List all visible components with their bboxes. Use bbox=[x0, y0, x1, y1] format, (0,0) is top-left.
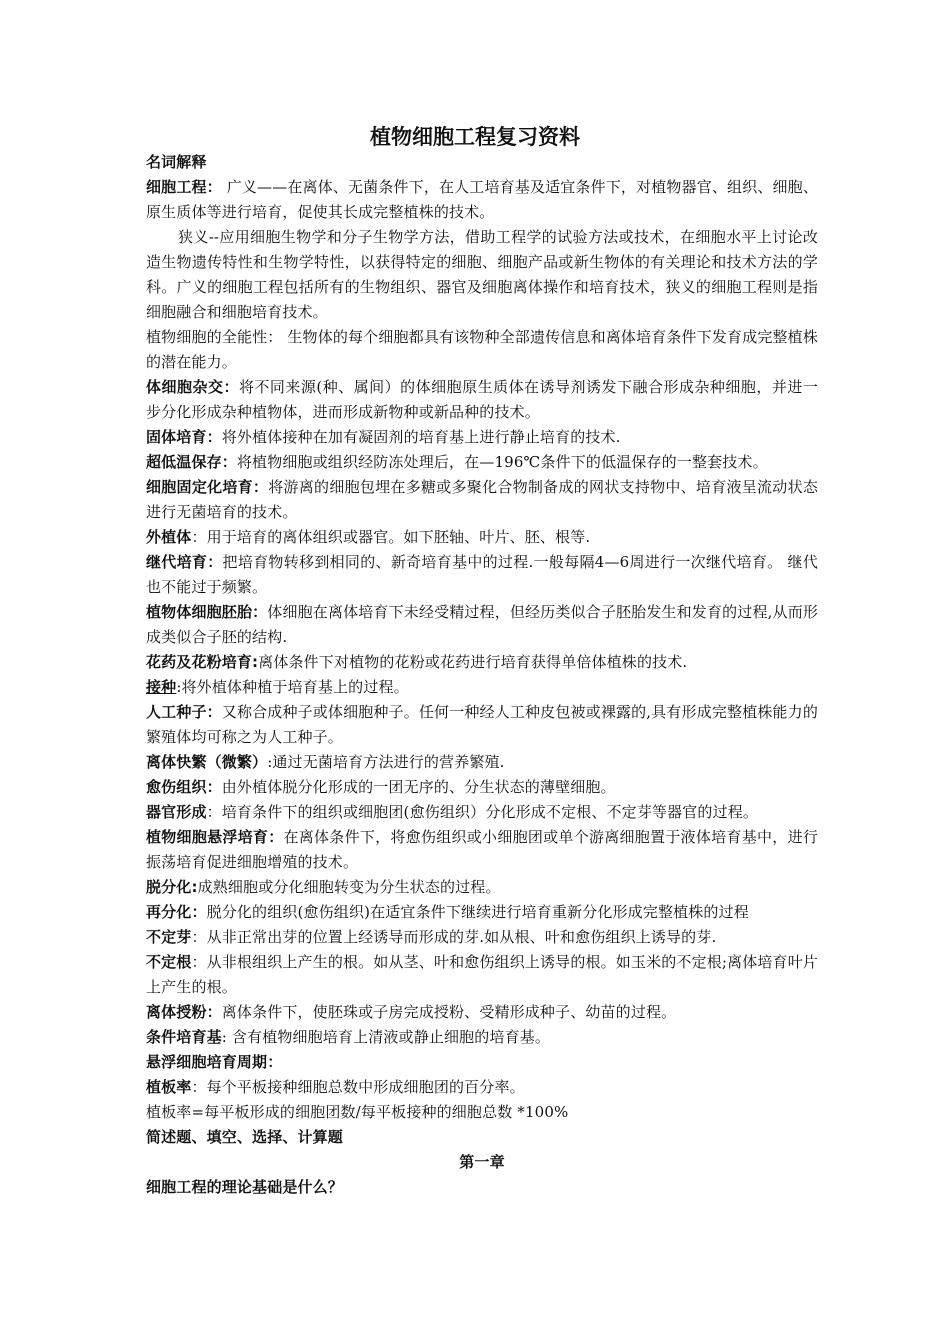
term-entry bbox=[146, 525, 818, 550]
term-entry bbox=[146, 1025, 818, 1050]
term-definition: 由外植体脱分化形成的一团无序的、分生状态的薄壁细胞。 bbox=[221, 778, 616, 796]
formula-line bbox=[146, 1100, 818, 1125]
term-entry bbox=[146, 700, 818, 750]
term-label: 愈伤组织： bbox=[146, 778, 222, 796]
term-label: 外植体 bbox=[146, 528, 192, 546]
term-label: 离体授粉： bbox=[146, 1003, 222, 1021]
term-definition: 把培育物转移到相同的、新奇培育基中的过程.一般每隔4—6周进行一次继代培育。 继代也不能过于频繁。 bbox=[146, 553, 818, 596]
chapter-heading: 第一章 bbox=[459, 1153, 505, 1171]
term-entry bbox=[146, 175, 818, 225]
term-label: 植物细胞悬浮培育： bbox=[146, 828, 284, 846]
term-label: 固体培育： bbox=[146, 428, 222, 446]
term-entry bbox=[146, 425, 818, 450]
term-label: 细胞固定化培育： bbox=[146, 478, 269, 496]
term-label: 植物细胞的全能性： bbox=[146, 328, 283, 346]
term-definition: :将外植体种植于培育基上的过程。 bbox=[176, 678, 409, 696]
term-definition: 将外植体接种在加有凝固剂的培育基上进行静止培育的技术. bbox=[221, 428, 621, 446]
term-entry bbox=[146, 775, 818, 800]
term-label: 再分化： bbox=[146, 903, 207, 921]
term-definition: ：从非根组织上产生的根。如从茎、叶和愈伤组织上诱导的根。如玉米的不定根;离体培育叶片上产生的根。 bbox=[146, 953, 819, 996]
section-heading: 名词解释 bbox=[146, 153, 207, 171]
term-definition: 脱分化的组织(愈伤组织)在适宜条件下继续进行培育重新分化形成完整植株的过程 bbox=[206, 903, 749, 921]
term-label: 离体快繁（微繁） bbox=[146, 753, 268, 771]
term-entry bbox=[146, 650, 818, 675]
term-definition: 成熟细胞或分化细胞转变为分生状态的过程。 bbox=[197, 878, 501, 896]
term-label: 体细胞杂交： bbox=[146, 378, 239, 396]
term-label: 器官形成 bbox=[146, 803, 207, 821]
term-label: 超低温保存： bbox=[146, 453, 237, 471]
term-label: 不定芽 bbox=[146, 928, 192, 946]
term-entry bbox=[146, 750, 818, 775]
term-entry bbox=[146, 825, 818, 875]
term-entry bbox=[146, 475, 818, 525]
term-entry bbox=[146, 375, 818, 425]
term-definition: 离体条件下，使胚珠或子房完成授粉、受精形成种子、幼苗的过程。 bbox=[221, 1003, 677, 1021]
term-label: 细胞工程： bbox=[146, 178, 222, 196]
document-body bbox=[146, 150, 818, 1200]
term-entry bbox=[146, 1075, 818, 1100]
term-entry bbox=[146, 950, 818, 1000]
term-entry bbox=[146, 600, 818, 650]
term-label: 接种 bbox=[146, 678, 177, 696]
term-entry bbox=[146, 450, 818, 475]
term-definition: : 含有植物细胞培育上清液或静止细胞的培育基。 bbox=[221, 1028, 551, 1046]
term-entry bbox=[146, 675, 818, 700]
term-definition: 离体条件下对植物的花粉或花药进行培育获得单倍体植株的技术. bbox=[258, 653, 688, 671]
term-definition: 广义——在离体、无菌条件下，在人工培育基及适宜条件下，对植物器官、组织、细胞、原生质体等进行培育，促使其长成完整植株的技术。 bbox=[146, 178, 818, 221]
term-entry bbox=[146, 1050, 818, 1075]
term-definition: 又称合成种子或体细胞种子。任何一种经人工种皮包被或裸露的,具有形成完整植株能力的繁殖体均可称之为人工种子。 bbox=[146, 703, 818, 746]
term-label: 花药及花粉培育: bbox=[146, 653, 259, 671]
term-definition: ：用于培育的离体组织或器官。如下胚轴、叶片、胚、根等. bbox=[191, 528, 591, 546]
formula-text: 植板率=每平板形成的细胞团数/每平板接种的细胞总数 *100% bbox=[146, 1103, 569, 1121]
term-definition: 将游离的细胞包埋在多糖或多聚化合物制备成的网状支持物中、培育液呈流动状态进行无菌培育的技术。 bbox=[146, 478, 819, 521]
term-label: 继代培育： bbox=[146, 553, 223, 571]
term-definition: 生物体的每个细胞都具有该物种全部遗传信息和离体培育条件下发育成完整植株的潜在能力。 bbox=[146, 328, 818, 371]
term-label: 植板率 bbox=[146, 1078, 192, 1096]
term-entry bbox=[146, 325, 818, 375]
term-definition: :通过无菌培育方法进行的营养繁殖. bbox=[267, 753, 505, 771]
term-definition: ：从非正常出芽的位置上经诱导而形成的芽.如从根、叶和愈伤组织上诱导的芽. bbox=[191, 928, 717, 946]
term-definition: 将植物细胞或组织经防冻处理后，在—196℃条件下的低温保存的一整套技术。 bbox=[236, 453, 768, 471]
question-heading: 细胞工程的理论基础是什么？ bbox=[146, 1178, 343, 1196]
term-label: 人工种子： bbox=[146, 703, 222, 721]
term-label: 植物体细胞胚胎： bbox=[146, 603, 268, 621]
term-definition: 在离体条件下，将愈伤组织或小细胞团或单个游离细胞置于液体培育基中，进行振荡培育促进细胞增殖的技术。 bbox=[146, 828, 818, 871]
term-entry bbox=[146, 1000, 818, 1025]
term-definition: 狭义--应用细胞生物学和分子生物学方法，借助工程学的试验方法或技术，在细胞水平上讨论改造生物遗传特性和生物学特性，以获得特定的细胞、细胞产品或新生物体的有关理论和技术方法的学科。广义的细胞工程包括所有的生物组织、器官及细胞离体操作和培育技术，狭义的细胞工程则是指细胞融合和细胞培育技术。 bbox=[146, 228, 818, 321]
term-label: 条件培育基 bbox=[146, 1028, 222, 1046]
term-entry bbox=[146, 875, 818, 900]
subheading: 简述题、填空、选择、计算题 bbox=[146, 1128, 343, 1146]
term-entry bbox=[146, 925, 818, 950]
term-label: 不定根 bbox=[146, 953, 192, 971]
document-title: 植物细胞工程复习资料 bbox=[370, 125, 580, 149]
term-entry bbox=[146, 550, 818, 600]
term-entry bbox=[146, 900, 818, 925]
term-definition: 体细胞在离体培育下未经受精过程，但经历类似合子胚胎发生和发育的过程,从而形成类似合子胚的结构. bbox=[146, 603, 819, 646]
term-definition: ：培育条件下的组织或细胞团(愈伤组织）分化形成不定根、不定芽等器官的过程。 bbox=[206, 803, 759, 821]
term-definition: ：每个平板接种细胞总数中形成细胞团的百分率。 bbox=[191, 1078, 525, 1096]
term-definition: 将不同来源(种、属间）的体细胞原生质体在诱导剂诱发下融合形成杂种细胞，并进一步分化形成杂种植物体，进而形成新物种或新品种的技术。 bbox=[146, 378, 818, 421]
term-label: 脱分化: bbox=[146, 878, 198, 896]
term-entry bbox=[146, 225, 818, 325]
term-entry bbox=[146, 800, 818, 825]
term-label: 悬浮细胞培育周期： bbox=[146, 1053, 283, 1071]
